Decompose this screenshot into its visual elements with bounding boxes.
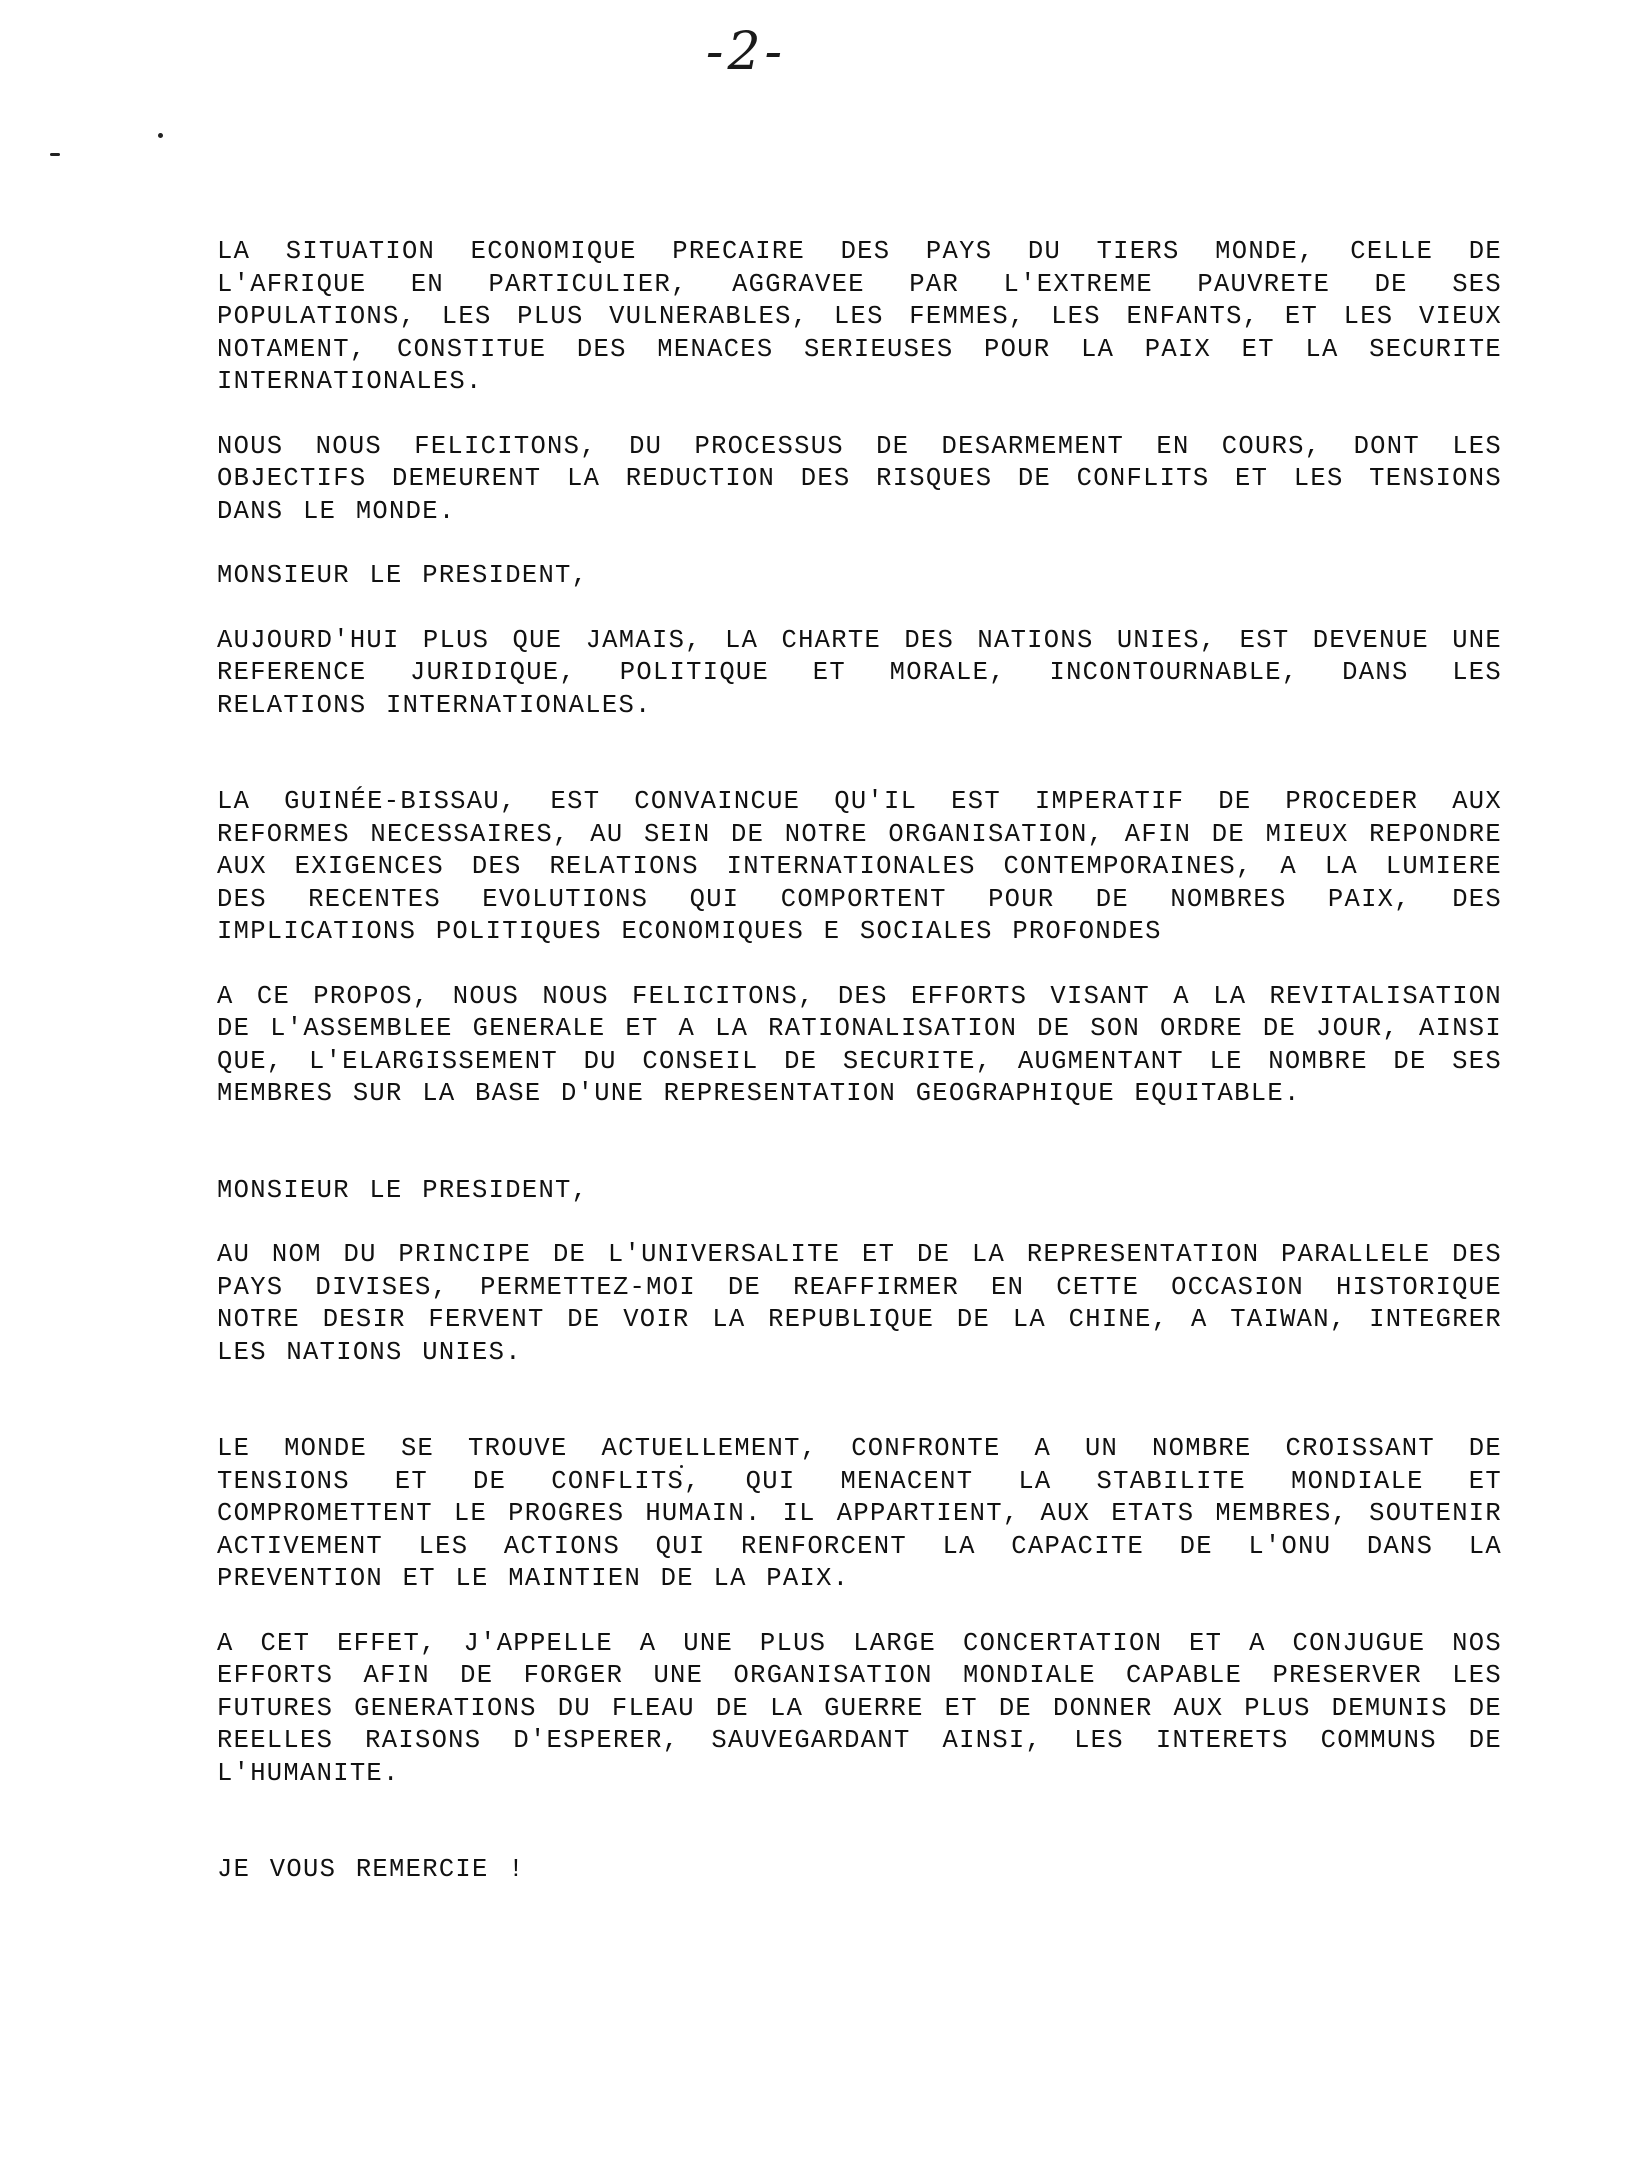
scan-speck	[158, 133, 163, 138]
paragraph-reforms: LA GUINÉE-BISSAU, EST CONVAINCUE QU'IL EST IMPERATIF DE PROCEDER AUX REFORMES NECESSAIRES, AU SEIN DE NOTRE ORGANISATION, AFIN DE MIEUX REPONDRE AUX EXIGENCES DES RELATIONS INTERNATIONALES CONTEMPORAINES, A LA LUMIERE DES RECENTES EVOLUTIONS QUI COMPORTENT POUR DE NOMBRES PAIX, DES IMPLICATIONS POLITIQUES ECONOMIQUES E SOCIALES PROFONDES	[217, 787, 1502, 946]
salutation: MONSIEUR LE PRESIDENT,	[217, 1175, 589, 1205]
salutation: MONSIEUR LE PRESIDENT,	[217, 561, 589, 590]
closing-line: JE VOUS REMERCIE !	[217, 1855, 525, 1884]
document-body	[217, 236, 1502, 1887]
scan-speck	[50, 153, 60, 156]
paragraph-charter: AUJOURD'HUI PLUS QUE JAMAIS, LA CHARTE DES NATIONS UNIES, EST DEVENUE UNE REFERENCE JURIDIQUE, POLITIQUE ET MORALE, INCONTOURNABLE, DANS LES RELATIONS INTERNATIONALES.	[217, 625, 1502, 720]
paragraph-disarmament: NOUS NOUS FELICITONS, DU PROCESSUS DE DESARMEMENT EN COURS, DONT LES OBJECTIFS DEMEURENT LA REDUCTION DES RISQUES DE CONFLITS ET LES TENSIONS DANS LE MONDE.	[217, 431, 1502, 526]
paragraph-universality: AU NOM DU PRINCIPE DE L'UNIVERSALITE ET DE LA REPRESENTATION PARALLELE DES PAYS DIVISES, PERMETTEZ-MOI DE REAFFIRMER EN CETTE OCCASION HISTORIQUE NOTRE DESIR FERVENT DE VOIR LA REPUBLIQUE DE LA CHINE, A TAIWAN, INTEGRER LES NATIONS UNIES.	[217, 1240, 1502, 1367]
paragraph-concertation: A CET EFFET, J'APPELLE A UNE PLUS LARGE CONCERTATION ET A CONJUGUE NOS EFFORTS AFIN DE FORGER UNE ORGANISATION MONDIALE CAPABLE PRESERVER LES FUTURES GENERATIONS DU FLEAU DE LA GUERRE ET DE DONNER AUX PLUS DEMUNIS DE REELLES RAISONS D'ESPERER, SAUVEGARDANT AINSI, LES INTERETS COMMUNS DE L'HUMANITE.	[217, 1628, 1502, 1788]
paragraph-revitalisation: A CE PROPOS, NOUS NOUS FELICITONS, DES EFFORTS VISANT A LA REVITALISATION DE L'ASSEMBLEE GENERALE ET A LA RATIONALISATION DE SON ORDRE DE JOUR, AINSI QUE, L'ELARGISSEMENT DU CONSEIL DE SECURITE, AUGMENTANT LE NOMBRE DE SES MEMBRES SUR LA BASE D'UNE REPRESENTATION GEOGRAPHIQUE EQUITABLE.	[217, 981, 1502, 1108]
paragraph-world-tensions: LE MONDE SE TROUVE ACTUELLEMENT, CONFRONTE A UN NOMBRE CROISSANT DE TENSIONS ET DE CONFLITS, QUI MENACENT LA STABILITE MONDIALE ET COMPROMETTENT LE PROGRES HUMAIN. IL APPARTIENT, AUX ETATS MEMBRES, SOUTENIR ACTIVEMENT LES ACTIONS QUI RENFORCENT LA CAPACITE DE L'ONU DANS LA PREVENTION ET LE MAINTIEN DE LA PAIX.	[217, 1434, 1502, 1593]
paragraph-economic-situation: LA SITUATION ECONOMIQUE PRECAIRE DES PAYS DU TIERS MONDE, CELLE DE L'AFRIQUE EN PARTICULIER, AGGRAVEE PAR L'EXTREME PAUVRETE DE SES POPULATIONS, LES PLUS VULNERABLES, LES FEMMES, LES ENFANTS, ET LES VIEUX NOTAMENT, CONSTITUE DES MENACES SERIEUSES POUR LA PAIX ET LA SECURITE INTERNATIONALES.	[217, 237, 1502, 396]
page-number: -2-	[705, 22, 787, 82]
